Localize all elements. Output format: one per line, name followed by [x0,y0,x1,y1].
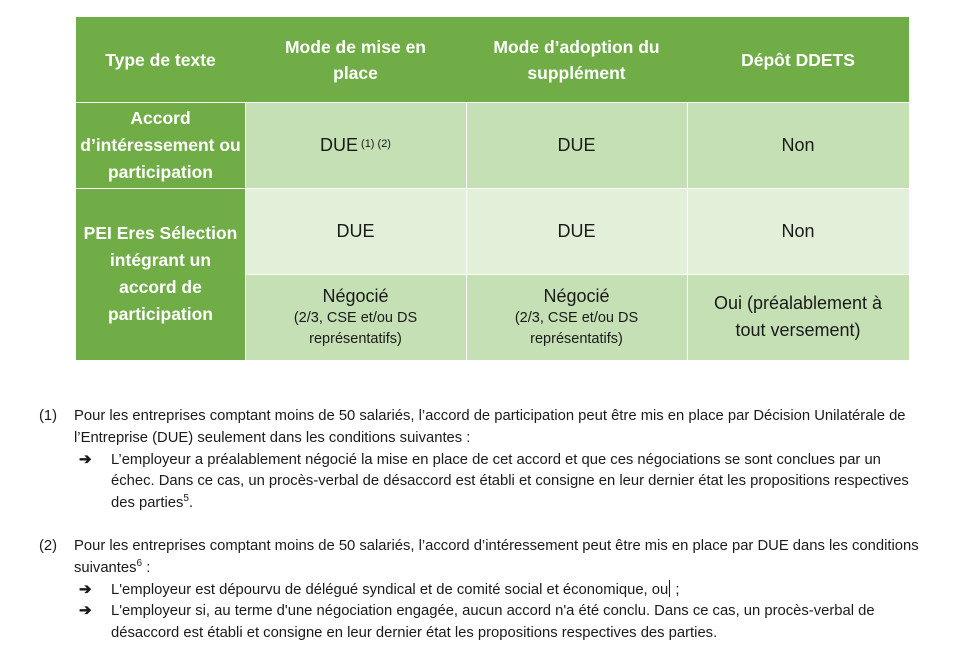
cell-value: Négocié [543,286,610,306]
row-label-accord [76,102,245,188]
grid-line [687,102,688,360]
row-label-text: PEI Eres Sélection intégrant un accord de participation [83,223,238,324]
cell-value: Non [781,220,815,241]
header-type-texte [76,17,245,102]
footnote-bullet [74,601,919,645]
bullet-text: L'employeur si, au terme d'une négociation engagée, aucun accord n'a été conclu. Dans ce cas, un procès-verbal de désaccord est établi et consigne en leur dernier état les propositions respectives des parties. [111,603,875,642]
bullet-text: L’employeur a préalablement négocié la mise en place de cet accord et que ces négociations se sont conclues par un échec. Dans ce cas, un procès-verbal de désaccord est établi et consigne en leur dernier état les propositions respectives des parties [111,451,909,512]
footnotes [39,406,919,645]
footnote-number: (1) [39,408,58,424]
cell-value: DUE [336,220,375,241]
footnote-bullet [74,580,919,602]
arrow-right-icon: ➔ [79,603,92,620]
grid-line [76,102,909,103]
footnote-bullet [74,450,919,515]
footnote-refs: (1) (2) [361,138,391,150]
footnote-text-end: : [142,559,151,576]
footnote-1 [39,406,919,515]
cell-row1-mise-en-place [245,102,466,188]
cell-row2b-depot [687,274,909,360]
cell-row1-adoption [466,102,687,188]
grid-line [245,102,246,360]
cell-detail: (2/3, CSE et/ou DS représentatifs) [514,310,639,347]
cell-row2b-adoption [466,274,687,360]
footnote-ref: 6 [136,557,143,569]
cell-row2b-mise-en-place [245,274,466,360]
grid-line [76,188,909,189]
footnote-ref: 5 [183,493,189,505]
bullet-text-end: ; [671,581,680,598]
cell-value: DUE [557,220,596,241]
header-label: Dépôt DDETS [741,49,855,70]
cell-row1-depot [687,102,909,188]
header-mode-mise-en-place [245,17,466,102]
cell-detail: (2/3, CSE et/ou DS représentatifs) [293,310,418,347]
footnote-text: Pour les entreprises comptant moins de 50 salariés, l’accord de participation peut être mis en place par Décision Unilatérale de l’Entreprise (DUE) seulement dans les conditions suivantes : [74,408,906,446]
footnote-2 [39,536,919,645]
footnote-text [74,536,919,580]
arrow-right-icon: ➔ [79,451,92,468]
header-depot-ddets [687,17,909,102]
cell-value: Oui (préalablement à tout versement) [713,293,883,340]
row-label-pei [76,188,245,360]
cell-row2a-adoption [466,188,687,274]
header-label: Mode de mise en place [284,36,426,83]
footnote-text-main: Pour les entreprises comptant moins de 50 salariés, l’accord d’intéressement peut être mis en place par DUE dans les conditions suivantes [74,537,919,576]
header-label: Mode d’adoption du supplément [493,36,660,83]
comparison-table [76,17,909,360]
grid-line [466,102,467,360]
header-mode-adoption [466,17,687,102]
bullet-text-end: . [188,495,194,512]
arrow-right-icon: ➔ [79,581,92,598]
cell-value: DUE [320,134,359,155]
cell-value: DUE [557,134,596,155]
header-label: Type de texte [105,49,216,70]
cell-value: Négocié [322,286,389,306]
footnote-number: (2) [39,537,58,554]
row-label-text: Accord d’intéressement ou participation [80,107,241,182]
bullet-text: L'employeur est dépourvu de délégué syndical et de comité social et économique, ou [111,581,669,598]
cell-value: Non [781,134,815,155]
cell-row2a-mise-en-place [245,188,466,274]
cell-row2a-depot [687,188,909,274]
grid-line [245,274,909,275]
